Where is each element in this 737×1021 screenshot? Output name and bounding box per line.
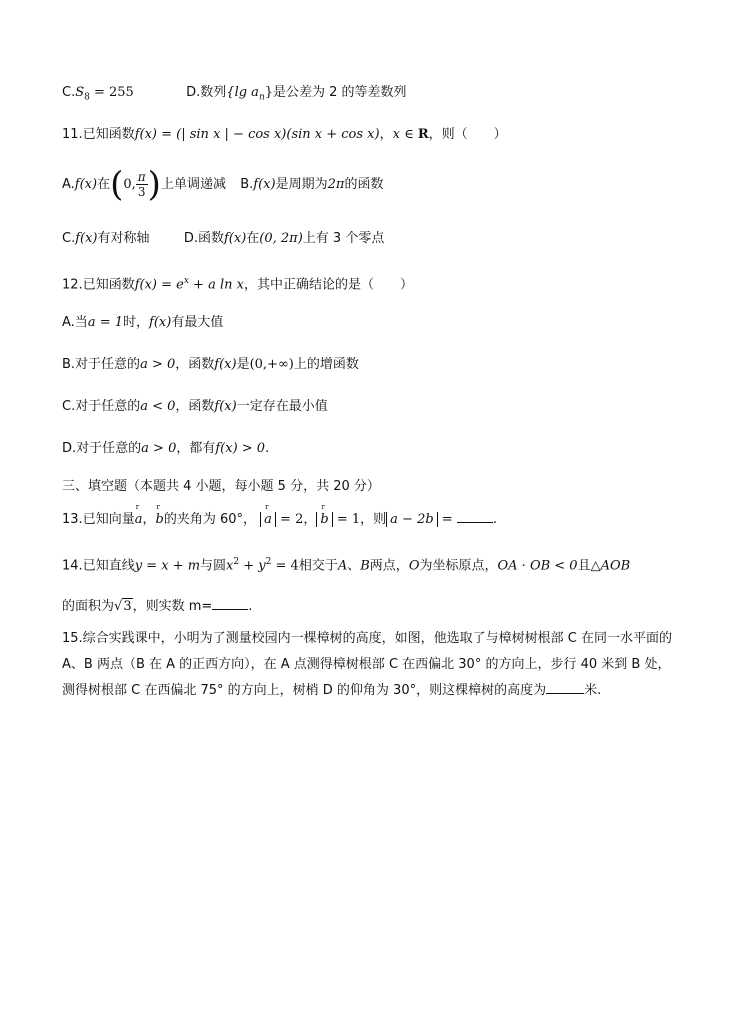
answer-blank[interactable] xyxy=(212,597,248,610)
q12-option-a: A.当a = 1时，f(x)有最大值 xyxy=(62,315,224,330)
q15-paragraph: 15.综合实践课中，小明为了测量校园内一棵樟树的高度，如图，他选取了与樟树树根部 C 在同一水平面的 A、B 两点（B 在 A 的正西方向），在 A 点测得樟树根部 C 在西偏北 30° 的方向上，步行 40 米到 B 处，测得树根部 C 在西偏北 75° 的方向上，树梢 D 的仰角为 30°，则这棵樟树的高度为 米. xyxy=(62,631,673,698)
answer-blank[interactable] xyxy=(546,681,584,694)
q10-options-cd: $C.S_8 = 255$ D.数列{lg $a_n$}是公差为 2 的等差数列 xyxy=(62,85,407,103)
q13: 13.已知向量 r a， r b的夹角为 60°， r a = 2， r b = 1，则 a − 2b = . xyxy=(62,503,497,527)
paren-close: ) xyxy=(147,164,161,205)
q12-option-b: B.对于任意的a > 0，函数f(x)是(0,+∞)上的增函数 xyxy=(62,357,359,372)
sqrt-3: √3 xyxy=(114,599,132,614)
q11-options-ab: A.f(x)在(0, $\frac{\pi}{3}$ )上单调递减 B.f(x)是周期为2π的函数 xyxy=(62,164,384,205)
q12-option-c: C.对于任意的a < 0，函数f(x)一定存在最小值 xyxy=(62,399,328,414)
vector-b: r b xyxy=(155,503,164,527)
q11-options-cd: C.f(x)有对称轴 D.函数f(x)在(0, 2π)上有 3 个零点 xyxy=(62,231,385,246)
q12-stem: 12.已知函数$f(x) = e^x + a$ ln x，其中正确结论的是（ ） xyxy=(62,276,413,293)
q14-line2: 的面积为√3，则实数 m= . xyxy=(62,599,253,614)
q14-line1: 14.已知直线y = x + m与圆$x^2 + y^2 = 4$相交于A、B两点，O为坐标原点，OA · OB < 0且△AOB xyxy=(62,557,631,574)
q11-stem: 11.已知函数f(x) = (| sin x | − cos x)(sin x + cos x)，x ∈ R，则（ ） xyxy=(62,127,507,142)
abs-b: r b xyxy=(316,512,332,527)
paren-open: ( xyxy=(110,164,124,205)
pi-over-3: $\frac{\pi}{3}$ xyxy=(137,170,146,199)
section-3-title: 三、填空题（本题共 4 小题，每小题 5 分，共 20 分） xyxy=(62,479,380,494)
q12-option-d: D.对于任意的a > 0，都有f(x) > 0. xyxy=(62,441,270,456)
abs-a-minus-2b: a − 2b xyxy=(386,512,438,527)
answer-blank[interactable] xyxy=(457,510,493,523)
vector-a: r a xyxy=(134,503,143,527)
abs-a: r a xyxy=(260,512,276,527)
